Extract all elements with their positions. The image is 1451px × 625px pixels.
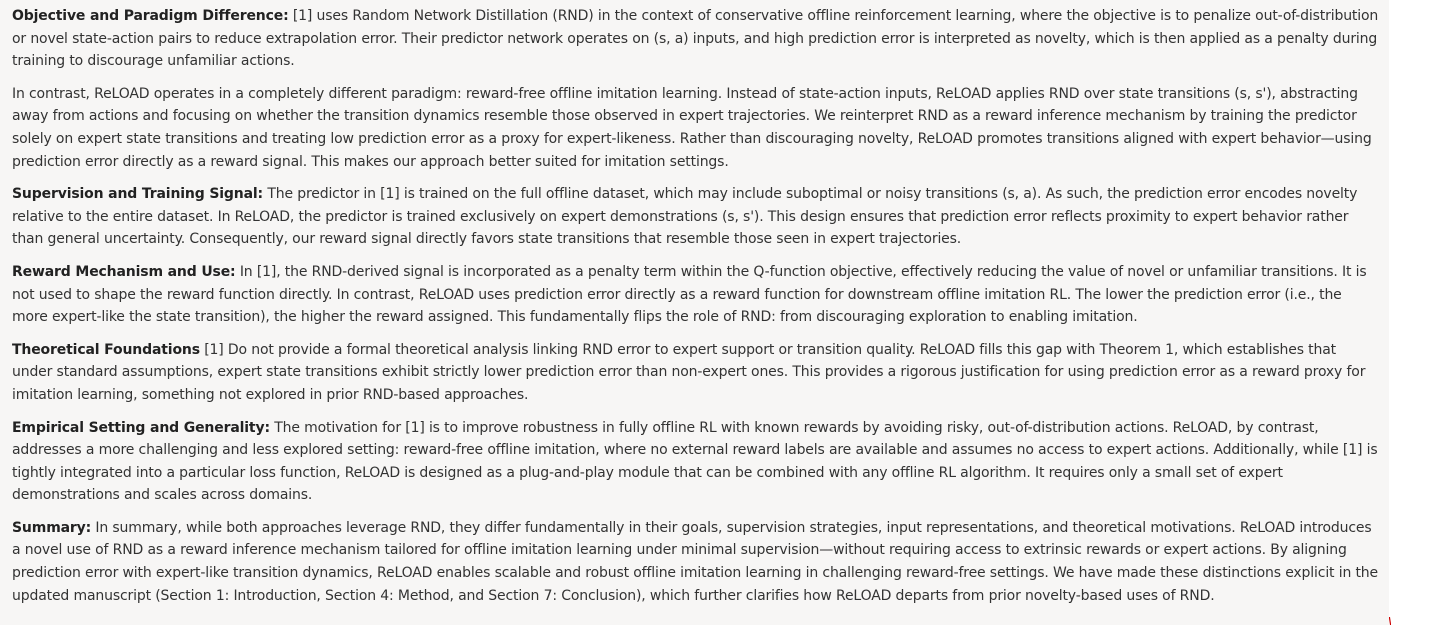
paragraph-heading: Objective and Paradigm Difference: (12, 8, 289, 24)
edge-mark-stroke (1389, 617, 1390, 625)
paragraph-body: [1] Do not provide a formal theoretical analysis linking RND error to expert support or transition quality. ReLOAD fills this gap with Theorem 1, which establishes that under standard assumptions, expert state transitions exhibit strictly lower prediction error than non-expert ones. This provides a rigorous justification for using prediction error as a reward proxy for imitation learning, something not explored in prior RND-based approaches. (12, 341, 1366, 403)
paragraph-in-contrast (12, 83, 1379, 173)
paragraph-body: In summary, while both approaches leverage RND, they differ fundamentally in their goals, supervision strategies, input representations, and theoretical motivations. ReLOAD introduces a novel use of RND as a reward inference mechanism tailored for offline imitation learning under minimal supervision—without requiring access to extrinsic rewards or expert actions. By aligning prediction error with expert-like transition dynamics, ReLOAD enables scalable and robust offline imitation learning in challenging reward-free settings. We have made these distinctions explicit in the updated manuscript (Section 1: Introduction, Section 4: Method, and Section 7: Conclusion), which further clarifies how ReLOAD departs from prior novelty-based uses of RND. (12, 519, 1378, 604)
paragraph-heading: Theoretical Foundations (12, 341, 200, 358)
paragraph-empirical-setting (12, 417, 1379, 507)
paragraph-heading: Reward Mechanism and Use: (12, 263, 236, 280)
paragraph-heading: Empirical Setting and Generality: (12, 419, 270, 436)
paragraph-supervision-training (12, 183, 1379, 251)
paragraph-reward-mechanism (12, 261, 1379, 329)
paragraph-body: In [1], the RND-derived signal is incorporated as a penalty term within the Q-function objective, effectively reducing the value of novel or unfamiliar transitions. It is not used to shape the reward function directly. In contrast, ReLOAD uses prediction error directly as a reward function for downstream offline imitation RL. The lower the prediction error (i.e., the more expert-like the state transition), the higher the reward assigned. This fundamentally flips the role of RND: from discouraging exploration to enabling imitation. (12, 263, 1367, 326)
paragraph-objective-paradigm (12, 5, 1379, 73)
paragraph-summary (12, 517, 1379, 607)
right-margin (1389, 0, 1451, 625)
paragraph-heading: Summary: (12, 519, 92, 536)
paragraph-body: The predictor in [1] is trained on the full offline dataset, which may include suboptimal or noisy transitions (s, a). As such, the prediction error encodes novelty relative to the entire dataset. In ReLOAD, the predictor is trained exclusively on expert demonstrations (s, s'). This design ensures that prediction error reflects proximity to expert behavior rather than general uncertainty. Consequently, our reward signal directly favors state transitions that resemble those seen in expert trajectories. (12, 186, 1358, 248)
paragraph-body: In contrast, ReLOAD operates in a completely different paradigm: reward-free offline imitation learning. Instead of state-action inputs, ReLOAD applies RND over state transitions (s, s'), abstracting away from actions and focusing on whether the transition dynamics resemble those observed in expert trajectories. We reinterpret RND as a reward inference mechanism by training the predictor solely on expert state transitions and treating low prediction error as a proxy for expert-likeness. Rather than discouraging novelty, ReLOAD promotes transitions aligned with expert behavior—using prediction error directly as a reward signal. This makes our approach better suited for imitation settings. (12, 85, 1372, 170)
paragraph-heading: Supervision and Training Signal: (12, 186, 264, 203)
paragraph-theoretical-foundations (12, 339, 1379, 407)
edge-mark-icon (1389, 617, 1391, 625)
paragraph-body: The motivation for [1] is to improve robustness in fully offline RL with known rewards by avoiding risky, out-of-distribution actions. ReLOAD, by contrast, addresses a more challenging and less explored setting: reward-free offline imitation, where no external reward labels are available and assumes no access to expert actions. Additionally, while [1] is tightly integrated into a particular loss function, ReLOAD is designed as a plug-and-play module that can be combined with any offline RL algorithm. It requires only a small set of expert demonstrations and scales across domains. (12, 419, 1378, 504)
paragraph-body: [1] uses Random Network Distillation (RND) in the context of conservative offline reinforcement learning, where the objective is to penalize out-of-distribution or novel state-action pairs to reduce extrapolation error. Their predictor network operates on (s, a) inputs, and high prediction error is interpreted as novelty, which is then applied as a penalty during training to discourage unfamiliar actions. (12, 8, 1379, 70)
